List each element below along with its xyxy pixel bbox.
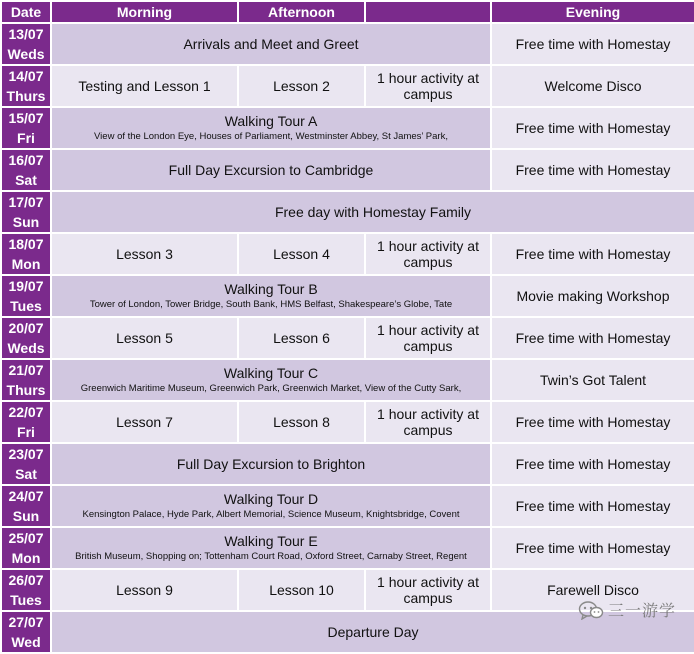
morning-cell: Lesson 9 bbox=[51, 569, 238, 611]
schedule-row bbox=[1, 23, 694, 65]
schedule-row bbox=[1, 191, 694, 233]
walking-tour-cell bbox=[51, 485, 491, 527]
date-label: 23/07 bbox=[8, 446, 44, 462]
afternoon-cell: Lesson 4 bbox=[238, 233, 365, 275]
schedule-row bbox=[1, 359, 694, 401]
date-cell bbox=[1, 23, 51, 65]
activity-cell: 1 hour activity at campus bbox=[365, 317, 491, 359]
all-day-cell: Full Day Excursion to Brighton bbox=[51, 443, 491, 485]
weekday-label: Mon bbox=[11, 550, 41, 566]
header-date: Date bbox=[1, 1, 51, 23]
evening-cell: Movie making Workshop bbox=[491, 275, 694, 317]
morning-cell: Testing and Lesson 1 bbox=[51, 65, 238, 107]
date-label: 15/07 bbox=[8, 110, 44, 126]
evening-cell: Free time with Homestay bbox=[491, 443, 694, 485]
date-cell bbox=[1, 275, 51, 317]
date-label: 27/07 bbox=[8, 614, 44, 630]
weekday-label: Sat bbox=[15, 466, 37, 482]
weekday-label: Wed bbox=[11, 634, 41, 650]
schedule-row bbox=[1, 233, 694, 275]
schedule-row bbox=[1, 401, 694, 443]
evening-cell: Free time with Homestay bbox=[491, 485, 694, 527]
afternoon-cell: Lesson 8 bbox=[238, 401, 365, 443]
afternoon-cell: Lesson 10 bbox=[238, 569, 365, 611]
tour-stops: British Museum, Shopping on; Tottenham Court Road, Oxford Street, Carnaby Street, Regent bbox=[75, 551, 467, 562]
weekday-label: Fri bbox=[17, 424, 35, 440]
weekday-label: Tues bbox=[10, 298, 42, 314]
header-row bbox=[1, 1, 694, 23]
date-label: 21/07 bbox=[8, 362, 44, 378]
schedule-body bbox=[1, 23, 694, 653]
weekday-label: Sun bbox=[12, 214, 40, 230]
morning-cell: Lesson 3 bbox=[51, 233, 238, 275]
tour-stops: Greenwich Maritime Museum, Greenwich Park, Greenwich Market, View of the Cutty Sark, bbox=[80, 383, 462, 394]
date-label: 25/07 bbox=[8, 530, 44, 546]
evening-cell: Free time with Homestay bbox=[491, 527, 694, 569]
date-cell bbox=[1, 569, 51, 611]
walking-tour-cell bbox=[51, 275, 491, 317]
evening-cell: Free time with Homestay bbox=[491, 107, 694, 149]
date-cell bbox=[1, 443, 51, 485]
date-label: 17/07 bbox=[8, 194, 44, 210]
schedule-row bbox=[1, 443, 694, 485]
wechat-icon bbox=[578, 600, 604, 620]
date-label: 16/07 bbox=[8, 152, 44, 168]
date-cell bbox=[1, 317, 51, 359]
walking-tour-cell bbox=[51, 359, 491, 401]
weekday-label: Thurs bbox=[6, 382, 46, 398]
activity-cell: 1 hour activity at campus bbox=[365, 233, 491, 275]
evening-cell: Free time with Homestay bbox=[491, 233, 694, 275]
header-evening: Evening bbox=[491, 1, 694, 23]
weekday-label: Tues bbox=[10, 592, 42, 608]
weekday-label: Weds bbox=[7, 340, 45, 356]
tour-name: Walking Tour A bbox=[224, 113, 318, 129]
header-morning: Morning bbox=[51, 1, 238, 23]
evening-cell: Free time with Homestay bbox=[491, 401, 694, 443]
weekday-label: Sun bbox=[12, 508, 40, 524]
date-label: 13/07 bbox=[8, 26, 44, 42]
schedule-row bbox=[1, 275, 694, 317]
tour-name: Walking Tour D bbox=[223, 491, 319, 507]
date-label: 22/07 bbox=[8, 404, 44, 420]
date-cell bbox=[1, 191, 51, 233]
date-cell bbox=[1, 401, 51, 443]
weekday-label: Mon bbox=[11, 256, 41, 272]
afternoon-cell: Lesson 2 bbox=[238, 65, 365, 107]
date-label: 26/07 bbox=[8, 572, 44, 588]
date-label: 19/07 bbox=[8, 278, 44, 294]
date-cell bbox=[1, 233, 51, 275]
date-cell bbox=[1, 485, 51, 527]
tour-name: Walking Tour B bbox=[224, 281, 318, 297]
schedule-row bbox=[1, 317, 694, 359]
watermark bbox=[578, 598, 676, 621]
evening-cell: Farewell Disco bbox=[491, 569, 694, 611]
date-cell bbox=[1, 149, 51, 191]
schedule-row bbox=[1, 149, 694, 191]
weekday-label: Weds bbox=[7, 46, 45, 62]
walking-tour-cell bbox=[51, 107, 491, 149]
header-activity bbox=[365, 1, 491, 23]
tour-stops: View of the London Eye, Houses of Parliament, Westminster Abbey, St James’ Park, bbox=[94, 131, 448, 142]
schedule-row bbox=[1, 527, 694, 569]
tour-name: Walking Tour E bbox=[224, 533, 318, 549]
schedule-row bbox=[1, 65, 694, 107]
weekday-label: Fri bbox=[17, 130, 35, 146]
tour-stops: Tower of London, Tower Bridge, South Bank, HMS Belfast, Shakespeare’s Globe, Tate bbox=[89, 299, 453, 310]
full-day-cell: Free day with Homestay Family bbox=[51, 191, 694, 233]
date-cell bbox=[1, 107, 51, 149]
schedule-row bbox=[1, 107, 694, 149]
activity-cell: 1 hour activity at campus bbox=[365, 569, 491, 611]
date-cell bbox=[1, 65, 51, 107]
date-cell bbox=[1, 611, 51, 653]
tour-name: Walking Tour C bbox=[223, 365, 319, 381]
date-label: 24/07 bbox=[8, 488, 44, 504]
morning-cell: Lesson 5 bbox=[51, 317, 238, 359]
all-day-cell: Arrivals and Meet and Greet bbox=[51, 23, 491, 65]
watermark-text: 三一游学 bbox=[607, 603, 676, 620]
morning-cell: Lesson 7 bbox=[51, 401, 238, 443]
activity-cell: 1 hour activity at campus bbox=[365, 401, 491, 443]
evening-cell: Free time with Homestay bbox=[491, 149, 694, 191]
walking-tour-cell bbox=[51, 527, 491, 569]
date-label: 14/07 bbox=[8, 68, 44, 84]
weekday-label: Thurs bbox=[6, 88, 46, 104]
date-cell bbox=[1, 527, 51, 569]
afternoon-cell: Lesson 6 bbox=[238, 317, 365, 359]
evening-cell: Free time with Homestay bbox=[491, 317, 694, 359]
activity-cell: 1 hour activity at campus bbox=[365, 65, 491, 107]
full-day-cell: Departure Day bbox=[51, 611, 694, 653]
date-cell bbox=[1, 359, 51, 401]
weekday-label: Sat bbox=[15, 172, 37, 188]
date-label: 20/07 bbox=[8, 320, 44, 336]
header-afternoon: Afternoon bbox=[238, 1, 365, 23]
evening-cell: Twin’s Got Talent bbox=[491, 359, 694, 401]
schedule-row bbox=[1, 485, 694, 527]
evening-cell: Welcome Disco bbox=[491, 65, 694, 107]
all-day-cell: Full Day Excursion to Cambridge bbox=[51, 149, 491, 191]
tour-stops: Kensington Palace, Hyde Park, Albert Memorial, Science Museum, Knightsbridge, Covent bbox=[82, 509, 460, 520]
evening-cell: Free time with Homestay bbox=[491, 23, 694, 65]
date-label: 18/07 bbox=[8, 236, 44, 252]
